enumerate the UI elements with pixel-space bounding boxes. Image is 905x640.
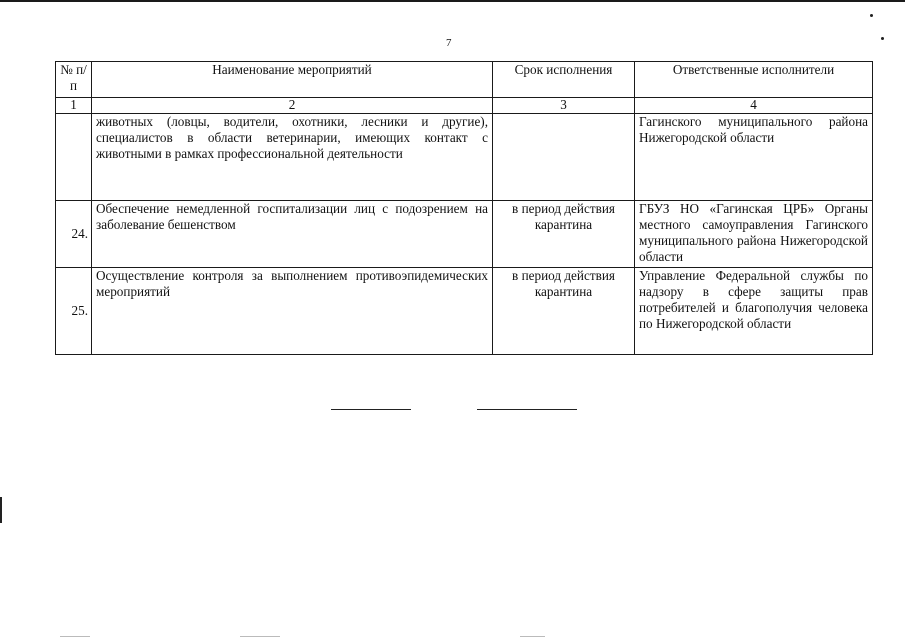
table-row	[56, 268, 873, 355]
measure-term: в период действия карантина	[493, 268, 635, 355]
column-number: 2	[92, 98, 493, 114]
header-responsible: Ответственные исполнители	[635, 62, 873, 98]
measure-name: животных (ловцы, водители, охотники, лесники и другие), специалистов в области ветеринарии, имеющих контакт с животными в рамках профессиональной деятельности	[92, 114, 493, 201]
measure-name: Осуществление контроля за выполнением противоэпидемических мероприятий	[92, 268, 493, 355]
column-number: 4	[635, 98, 873, 114]
row-number: 24.	[56, 201, 92, 268]
header-name: Наименование мероприятий	[92, 62, 493, 98]
header-num: № п/п	[56, 62, 92, 98]
scan-noise	[60, 636, 90, 637]
row-number	[56, 114, 92, 201]
table-header-row	[56, 62, 873, 98]
measure-name: Обеспечение немедленной госпитализации лиц с подозрением на заболевание бешенством	[92, 201, 493, 268]
scan-noise	[520, 636, 545, 637]
header-term: Срок исполнения	[493, 62, 635, 98]
scan-speck	[881, 37, 884, 40]
table-row	[56, 114, 873, 201]
scan-noise	[240, 636, 280, 637]
scan-border-top	[0, 0, 905, 2]
measure-responsible: Гагинского муниципального района Нижегородской области	[635, 114, 873, 201]
closing-line-left	[331, 409, 411, 410]
measure-responsible: ГБУЗ НО «Гагинская ЦРБ» Органы местного самоуправления Гагинского муниципального района Нижегородской области	[635, 201, 873, 268]
scan-edge-mark	[0, 497, 2, 523]
measure-term: в период действия карантина	[493, 201, 635, 268]
measure-term	[493, 114, 635, 201]
column-number: 1	[56, 98, 92, 114]
page-number: 7	[446, 37, 452, 49]
measure-responsible: Управление Федеральной службы по надзору в сфере защиты прав потребителей и благополучия человека по Нижегородской области	[635, 268, 873, 355]
closing-line-right	[477, 409, 577, 410]
scan-speck	[870, 14, 873, 17]
row-number: 25.	[56, 268, 92, 355]
table-row	[56, 201, 873, 268]
column-number: 3	[493, 98, 635, 114]
column-number-row	[56, 98, 873, 114]
measures-table	[55, 61, 873, 355]
